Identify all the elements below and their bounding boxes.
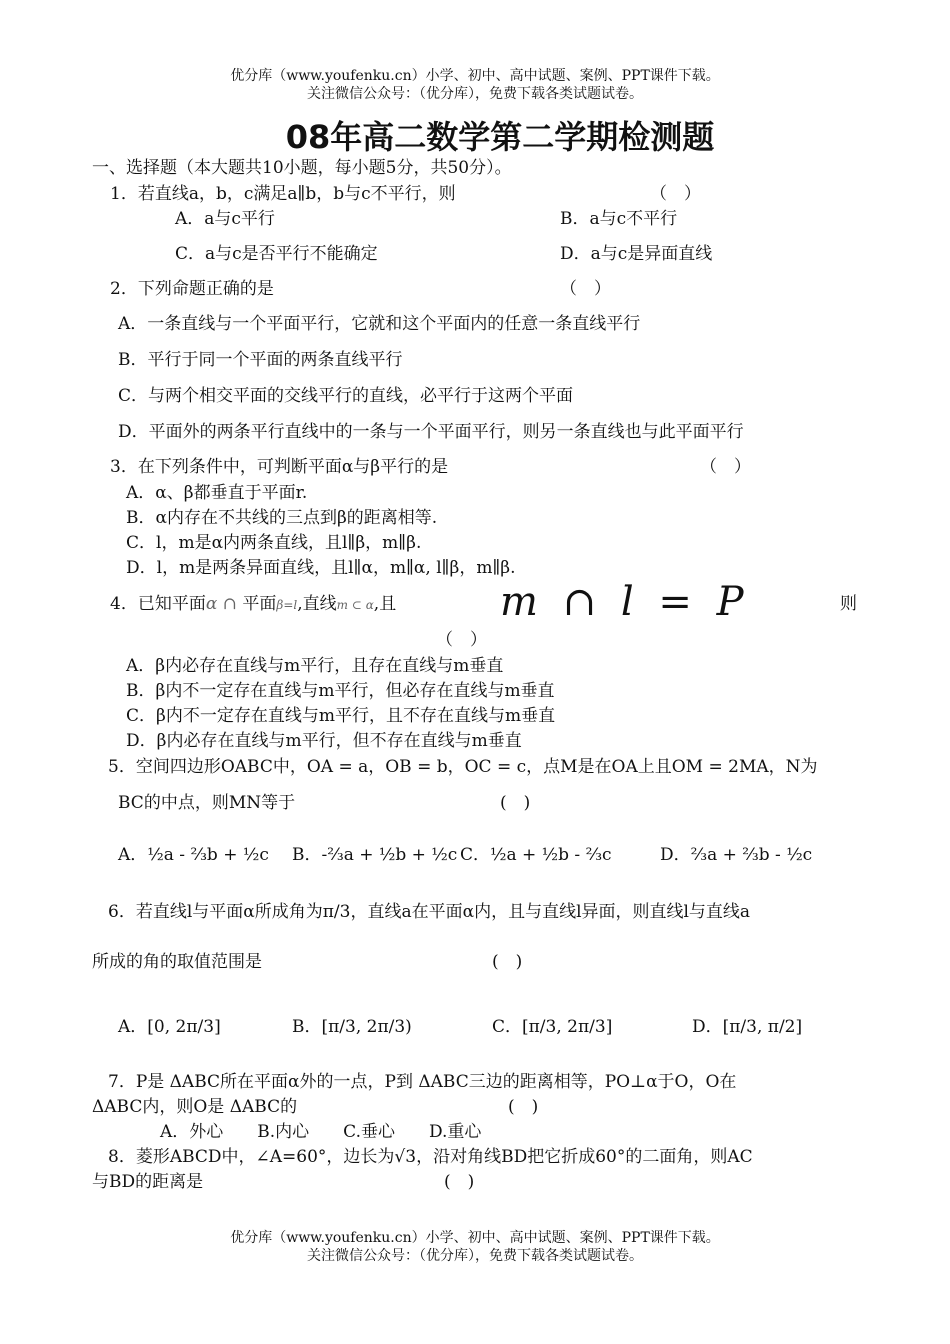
q4-large-formula: m ∩ l = P (500, 579, 750, 625)
q2-option-d: D．平面外的两条平行直线中的一条与一个平面平行，则另一条直线也与此平面平行 (118, 422, 744, 442)
q4-prefix: 4．已知平面 (110, 594, 206, 614)
q7-paren: ( ) (508, 1097, 539, 1117)
q2-option-a: A．一条直线与一个平面平行，它就和这个平面内的任意一条直线平行 (118, 314, 641, 334)
q5-option-c: C．½a + ½b - ⅔c (460, 845, 612, 865)
q6-stem-2: 所成的角的取值范围是 (92, 952, 262, 972)
q3-stem: 3．在下列条件中，可判断平面α与β平行的是 (110, 457, 449, 477)
q1-option-b: B．a与c不平行 (560, 209, 678, 229)
q4-mid1: 平面 (236, 594, 277, 614)
q5-paren: ( ) (500, 793, 531, 813)
q5-option-a: A．½a - ⅔b + ½c (118, 845, 269, 865)
section-heading: 一、选择题（本大题共10小题，每小题5分，共50分）。 (92, 158, 512, 178)
q2-paren: （ ） (560, 279, 611, 299)
q6-stem: 6．若直线l与平面α所成角为π/3，直线a在平面α内，且与直线l异面，则直线l与直线a (108, 902, 751, 922)
footer-line-2: 关注微信公众号：（优分库），免费下载各类试题试卷。 (307, 1248, 643, 1264)
q6-paren: ( ) (492, 952, 523, 972)
q2-stem: 2．下列命题正确的是 (110, 279, 274, 299)
q3-paren: （ ） (700, 457, 751, 477)
q5-option-d: D．⅔a + ⅔b - ½c (660, 845, 813, 865)
q4-option-c: C．β内不一定存在直线与m平行，且不存在直线与m垂直 (126, 706, 556, 726)
footer-line-1: 优分库（www.youfenku.cn）小学、初中、高中试题、案例、PPT课件下载。 (230, 1230, 720, 1246)
q2-option-c: C．与两个相交平面的交线平行的直线，必平行于这两个平面 (118, 386, 574, 406)
q4-m-subset-alpha: m ⊂ α (336, 598, 374, 612)
q3-option-d: D．l，m是两条异面直线，且l∥α，m∥α, l∥β，m∥β. (126, 558, 516, 578)
q1-stem: 1．若直线a，b，c满足a∥b，b与c不平行，则 (110, 184, 456, 204)
q6-option-c: C．[π/3, 2π/3] (492, 1017, 613, 1037)
q6-option-a: A．[0, 2π/3] (118, 1017, 221, 1037)
header-line-2: 关注微信公众号：（优分库），免费下载各类试题试卷。 (307, 86, 643, 102)
q4-stem (110, 594, 396, 615)
q3-option-c: C．l，m是α内两条直线，且l∥β，m∥β. (126, 533, 422, 553)
page-title: 08年高二数学第二学期检测题 (285, 118, 715, 156)
q4-option-d: D．β内必存在直线与m平行，但不存在直线与m垂直 (126, 731, 522, 751)
q8-paren: ( ) (444, 1172, 475, 1192)
q4-paren: （ ） (436, 630, 487, 650)
q5-stem: 5．空间四边形OABC中，OA = a，OB = b，OC = c，点M是在OA上且OM = 2MA，N为 (108, 757, 818, 777)
q8-stem: 8．菱形ABCD中，∠A=60°，边长为√3，沿对角线BD把它折成60°的二面角，则AC (108, 1147, 753, 1167)
q4-beta-eq-l: β=l (276, 598, 298, 612)
q1-option-d: D．a与c是异面直线 (560, 244, 713, 264)
q1-option-c: C．a与c是否平行不能确定 (175, 244, 378, 264)
q4-option-b: B．β内不一定存在直线与m平行，但必存在直线与m垂直 (126, 681, 555, 701)
q6-option-d: D．[π/3, π/2] (692, 1017, 803, 1037)
header-line-1: 优分库（www.youfenku.cn）小学、初中、高中试题、案例、PPT课件下载。 (230, 68, 720, 84)
q7-options: A．外心 B.内心 C.垂心 D.重心 (160, 1122, 482, 1142)
q4-mid3: ,且 (373, 594, 397, 614)
q4-mid2: ,直线 (297, 594, 337, 614)
q1-paren: （ ） (650, 184, 701, 204)
q7-stem: 7．P是 ΔABC所在平面α外的一点，P到 ΔABC三边的距离相等，PO⊥α于O，O在 (108, 1072, 737, 1092)
q1-option-a: A．a与c平行 (175, 209, 275, 229)
q3-option-b: B．α内存在不共线的三点到β的距离相等. (126, 508, 438, 528)
q4-then: 则 (840, 594, 857, 614)
q6-option-b: B．[π/3, 2π/3) (292, 1017, 412, 1037)
q2-option-b: B．平行于同一个平面的两条直线平行 (118, 350, 403, 370)
q7-stem-2: ΔABC内，则O是 ΔABC的 (92, 1097, 298, 1117)
q8-stem-2: 与BD的距离是 (92, 1172, 204, 1192)
q5-option-b: B．-⅔a + ½b + ½c (292, 845, 458, 865)
q4-option-a: A．β内必存在直线与m平行，且存在直线与m垂直 (126, 656, 504, 676)
q5-stem-2: BC的中点，则MN等于 (118, 793, 296, 813)
q3-option-a: A．α、β都垂直于平面r. (126, 483, 308, 503)
q4-alpha-cap: α ∩ (205, 594, 237, 614)
